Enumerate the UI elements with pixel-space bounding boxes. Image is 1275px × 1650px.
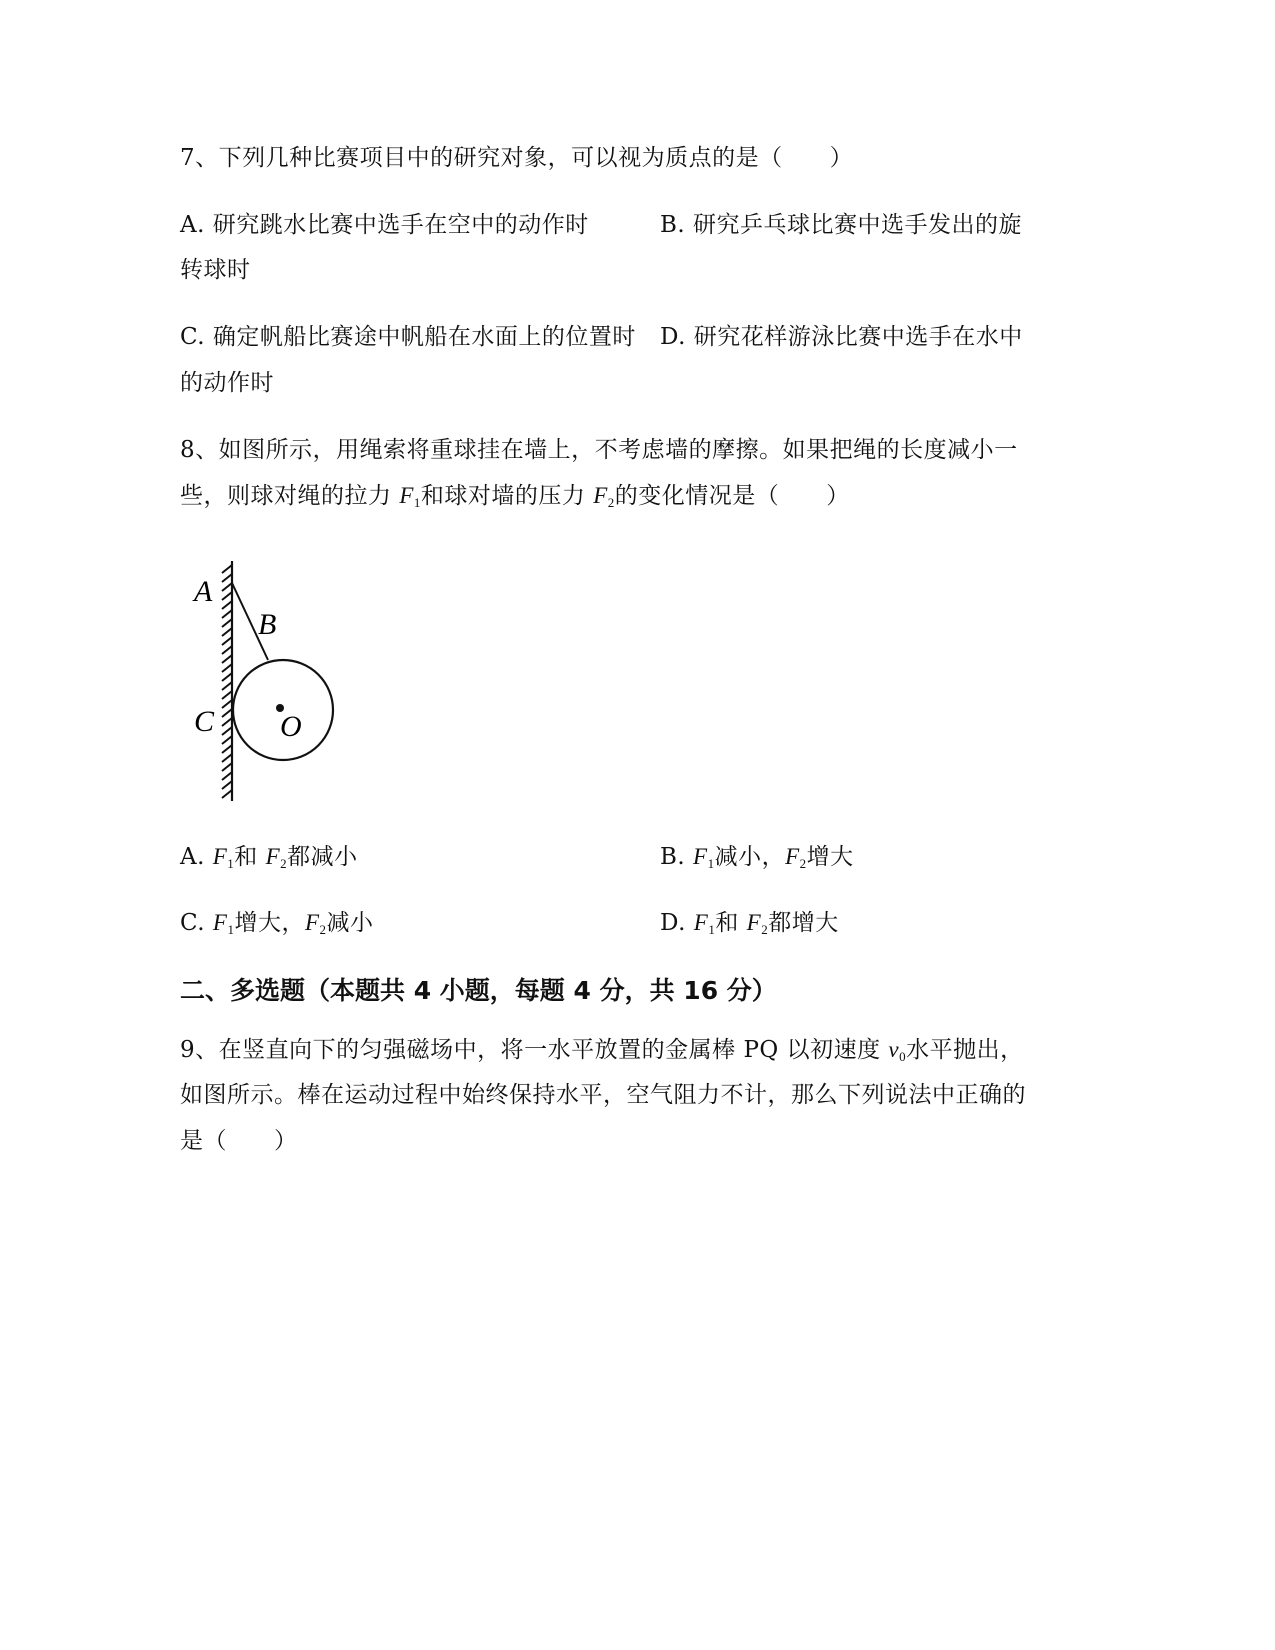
- q9-line1: 9、在竖直向下的匀强磁场中，将一水平放置的金属棒 PQ 以初速度 $v_0$水平抛出，: [180, 1037, 1024, 1064]
- hatch-mark: [222, 718, 232, 726]
- q7-stem: 7、下列几种比赛项目中的研究对象，可以视为质点的是（ ）: [180, 145, 854, 171]
- q8-stem-post: 的变化情况是（ ）: [614, 483, 850, 509]
- hatch-mark: [222, 682, 232, 690]
- hatch-mark: [222, 637, 232, 645]
- var-f1: $F_1$: [693, 910, 716, 937]
- hatch-mark: [222, 655, 232, 663]
- q8-stem-line2: [180, 481, 850, 518]
- var-f1: $F_1$: [212, 910, 235, 937]
- var-f2: $F_2$: [304, 910, 327, 937]
- hatch-mark: [222, 565, 232, 573]
- hatch-mark: [222, 592, 232, 600]
- q7-option-a: A. 研究跳水比赛中选手在空中的动作时: [180, 212, 589, 238]
- q8-option-c: C. $F_1$增大，$F_2$减小: [180, 910, 374, 937]
- q7-option-d-line2: 的动作时: [180, 370, 274, 396]
- label-c: C: [194, 705, 215, 738]
- hatch-mark: [222, 628, 232, 636]
- section-heading-multiple-choice: 二、多选题（本题共 4 小题，每题 4 分，共 16 分）: [180, 976, 777, 1005]
- hatch-mark: [222, 772, 232, 780]
- hatch-mark: [222, 574, 232, 582]
- hatch-mark: [222, 619, 232, 627]
- q9-line3: 是（ ）: [180, 1128, 298, 1154]
- hatch-mark: [222, 673, 232, 681]
- var-v0: $v_0$: [888, 1037, 907, 1064]
- label-o: O: [280, 710, 302, 743]
- hatch-mark: [222, 727, 232, 735]
- label-a: A: [194, 575, 213, 608]
- hatch-mark: [222, 601, 232, 609]
- hatch-mark: [222, 781, 232, 789]
- var-f2: $F_2$: [785, 844, 807, 871]
- label-b: B: [258, 608, 277, 641]
- q7-option-b-line1: B. 研究乒乓球比赛中选手发出的旋: [660, 212, 1023, 238]
- hatch-mark: [222, 790, 232, 798]
- var-f1: $F_1$: [693, 844, 715, 871]
- q9-line2: 如图所示。棒在运动过程中始终保持水平，空气阻力不计，那么下列说法中正确的: [180, 1082, 1026, 1108]
- var-f2: $F_2$: [265, 844, 288, 871]
- hatch-mark: [222, 754, 232, 762]
- var-f2: $F_2$: [593, 483, 615, 510]
- var-f1: $F_1$: [212, 844, 235, 871]
- q7-option-d-line1: D. 研究花样游泳比赛中选手在水中: [660, 324, 1023, 350]
- var-f2: $F_2$: [746, 910, 769, 937]
- var-f1: $F_1$: [399, 483, 421, 510]
- ball-on-wall-figure: [180, 555, 360, 805]
- q8-stem-mid: 和球对墙的压力: [420, 483, 594, 509]
- wall-hatch-marks: [222, 565, 232, 798]
- q8-option-a: A. $F_1$和 $F_2$都减小: [180, 844, 358, 871]
- hatch-mark: [222, 691, 232, 699]
- hatch-mark: [222, 664, 232, 672]
- hatch-mark: [222, 583, 232, 591]
- hatch-mark: [222, 700, 232, 708]
- q7-option-c: C. 确定帆船比赛途中帆船在水面上的位置时: [180, 324, 636, 350]
- q8-option-d: D. $F_1$和 $F_2$都增大: [660, 910, 839, 937]
- hatch-mark: [222, 610, 232, 618]
- q8-stem-pre: 些，则球对绳的拉力: [180, 483, 400, 509]
- q7-option-b-line2: 转球时: [180, 257, 251, 283]
- hatch-mark: [222, 745, 232, 753]
- q8-stem-line1: 8、如图所示，用绳索将重球挂在墙上，不考虑墙的摩擦。如果把绳的长度减小一: [180, 437, 1018, 463]
- hatch-mark: [222, 736, 232, 744]
- hatch-mark: [222, 646, 232, 654]
- q8-option-b: B. $F_1$减小，$F_2$增大: [660, 844, 854, 871]
- hatch-mark: [222, 709, 232, 717]
- hatch-mark: [222, 763, 232, 771]
